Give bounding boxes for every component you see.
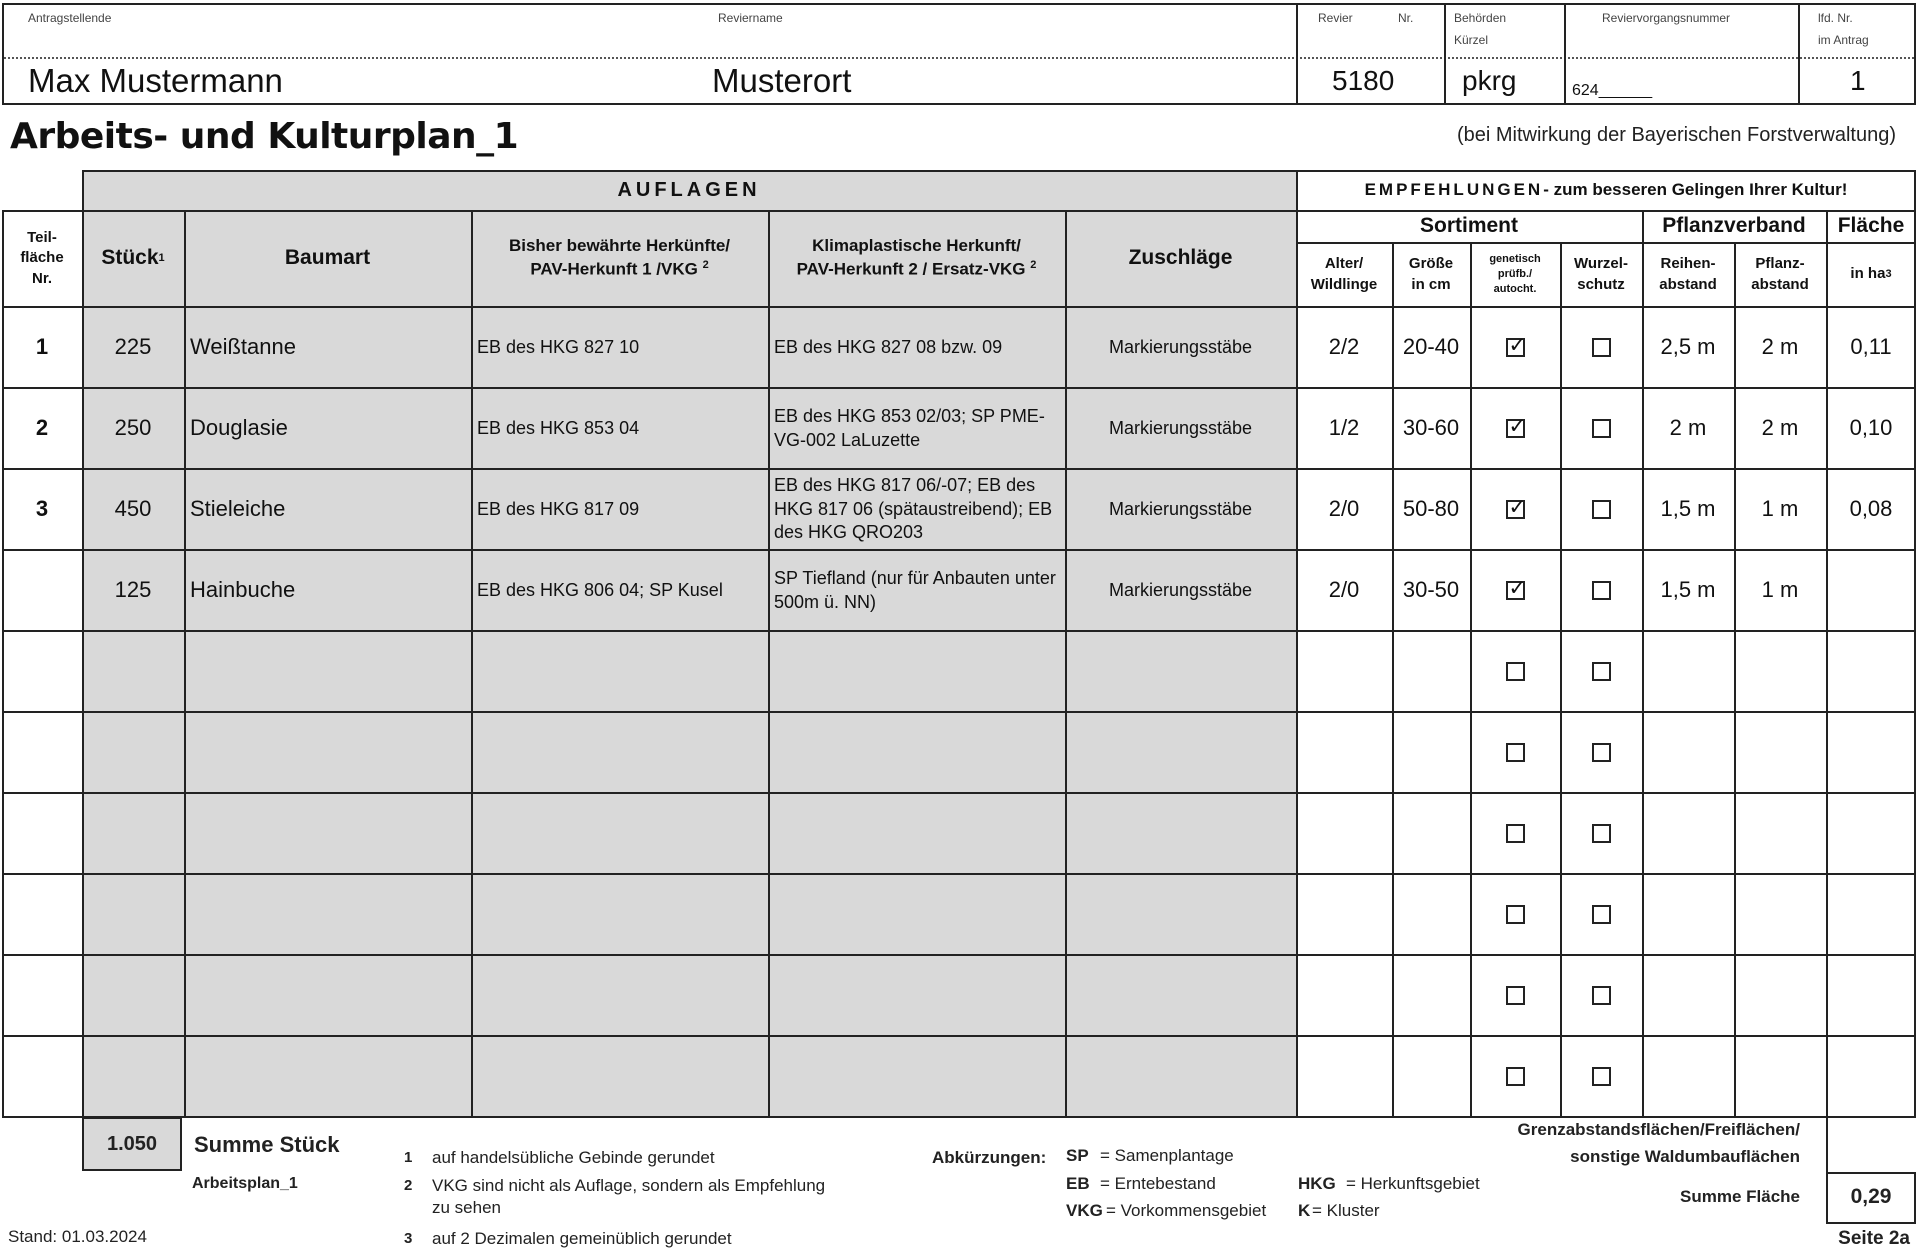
abk-hkg-key: HKG — [1298, 1174, 1336, 1193]
cell-zuschlaege: Markierungsstäbe — [1108, 579, 1253, 600]
cell-baumart — [184, 874, 471, 955]
abk-eb-key: EB — [1066, 1174, 1090, 1193]
groesse-label-1: Größe — [1408, 255, 1454, 273]
cell-baumart: Hainbuche — [190, 577, 296, 603]
cell-flaeche: 0,11 — [1850, 334, 1892, 360]
cell-groesse — [1392, 712, 1470, 793]
cell-gen — [1470, 712, 1560, 793]
pflanz-label-2: abstand — [1751, 275, 1809, 293]
cell-stueck — [82, 955, 184, 1036]
cell-groesse: 20-40 — [1402, 334, 1460, 360]
nr-label: Nr. — [1398, 11, 1414, 25]
cell-zuschlaege: Markierungsstäbe — [1108, 336, 1253, 357]
cell-gen — [1470, 388, 1560, 469]
cell-bisher: EB des HKG 853 04 — [477, 417, 640, 438]
cell-baumart: Douglasie — [190, 415, 288, 441]
cell-reihen — [1642, 1036, 1734, 1117]
cell-gen — [1470, 550, 1560, 631]
summe-stueck-value: 1.050 — [106, 1133, 158, 1155]
fn2-text-a: VKG sind nicht als Auflage, sondern als Empfehlung — [432, 1176, 826, 1195]
cell-klima: EB des HKG 817 06/-07; EB des HKG 817 06 (spätaustreibend); EB des HKG QRO203 — [774, 475, 1053, 543]
cell-wurzel — [1560, 955, 1642, 1036]
klima-sup: 2 — [1030, 259, 1037, 272]
cell-baumart: Stieleiche — [190, 496, 286, 522]
col-header-teilflaeche — [2, 210, 82, 307]
cell-baumart — [184, 712, 471, 793]
cell-bisher — [471, 955, 768, 1036]
summe-stueck-label: Summe Stück — [194, 1132, 340, 1157]
cell-wurzel — [1560, 1036, 1642, 1117]
abk-vkg-text: = Vorkommensgebiet — [1106, 1201, 1267, 1220]
cell-stueck: 450 — [114, 496, 152, 522]
cell-stueck — [82, 874, 184, 955]
cell-stueck — [82, 793, 184, 874]
cell-reihen: 1,5 m — [1660, 496, 1716, 522]
summe-flaeche-label: Summe Fläche — [1680, 1187, 1800, 1206]
grid-line-top — [82, 170, 1916, 172]
cell-wurzel — [1560, 307, 1642, 388]
cell-baumart — [184, 793, 471, 874]
cell-reihen: 2 m — [1669, 415, 1707, 441]
abk-k-text: = Kluster — [1312, 1201, 1380, 1220]
applicant-header — [2, 3, 1916, 105]
abk-eb-text: = Erntebestand — [1100, 1174, 1216, 1193]
cell-flaeche — [1826, 550, 1916, 631]
cell-reihen: 1,5 m — [1660, 577, 1716, 603]
wurzelschutz-checkbox[interactable] — [1592, 1067, 1611, 1086]
cell-alter: 2/0 — [1328, 496, 1360, 522]
cell-groesse — [1392, 955, 1470, 1036]
cell-bisher — [471, 712, 768, 793]
col-header-pflanzabstand — [1734, 242, 1826, 307]
cell-pflanz — [1734, 955, 1826, 1036]
cell-alter: 2/0 — [1328, 577, 1360, 603]
bisher-label-2 — [530, 258, 708, 282]
cell-groesse: 30-60 — [1402, 415, 1460, 441]
grid-line-h — [2, 873, 1916, 875]
cell-bisher: EB des HKG 806 04; SP Kusel — [477, 579, 723, 600]
cell-flaeche — [1826, 793, 1916, 874]
cell-zuschlaege — [1065, 1036, 1296, 1117]
reihen-label-2: abstand — [1659, 275, 1717, 293]
cell-stueck — [82, 712, 184, 793]
revier-nr-value: 5180 — [1332, 65, 1395, 96]
cell-alter — [1296, 955, 1392, 1036]
cell-flaeche — [1826, 874, 1916, 955]
col-header-groesse — [1392, 242, 1470, 307]
cell-wurzel — [1560, 874, 1642, 955]
grid-line-v — [2, 210, 4, 1117]
col-header-zuschlaege: Zuschläge — [1128, 246, 1233, 270]
abk-sp-key: SP — [1066, 1146, 1089, 1165]
grid-line-h — [2, 711, 1916, 713]
reviername-value: Musterort — [712, 62, 852, 99]
cell-flaeche — [1826, 1036, 1916, 1117]
alter-label-1: Alter/ — [1324, 255, 1364, 273]
genetisch-checkbox[interactable] — [1506, 419, 1525, 438]
wurzelschutz-checkbox[interactable] — [1592, 824, 1611, 843]
revier-nr-cell — [1296, 5, 1446, 103]
cell-reihen: 2,5 m — [1660, 334, 1716, 360]
gen-label-2: prüfb./ — [1497, 268, 1533, 281]
cell-wurzel — [1560, 793, 1642, 874]
lfd-cell — [1798, 5, 1916, 103]
fn2-number: 2 — [404, 1177, 413, 1194]
fn3-number: 3 — [404, 1230, 413, 1247]
klima-label-2-text: PAV-Herkunft 2 / Ersatz-VKG — [796, 259, 1026, 279]
cell-alter — [1296, 712, 1392, 793]
klima-label-1: Klimaplastische Herkunft/ — [812, 236, 1021, 256]
bisher-label-1: Bisher bewährte Herkünfte/ — [508, 236, 731, 256]
gen-label-1: genetisch — [1489, 253, 1541, 266]
cell-gen — [1470, 955, 1560, 1036]
reviername-label: Reviername — [718, 11, 783, 25]
vorgang-value: 624______ — [1572, 82, 1653, 99]
vorgang-label: Reviervorgangsnummer — [1602, 11, 1731, 25]
wurzel-label-1: Wurzel- — [1574, 255, 1628, 273]
cell-wurzel — [1560, 469, 1642, 550]
behoerden-cell — [1444, 5, 1566, 103]
cell-groesse — [1392, 631, 1470, 712]
col-header-bisher — [471, 210, 768, 307]
cell-reihen — [1642, 793, 1734, 874]
cell-groesse — [1392, 793, 1470, 874]
grid-line-h — [2, 792, 1916, 794]
sortiment-header: Sortiment — [1419, 213, 1518, 237]
cell-groesse — [1392, 1036, 1470, 1117]
cell-stueck: 225 — [114, 334, 152, 360]
reihen-label-1: Reihen- — [1660, 255, 1716, 273]
stueck-sup: 1 — [158, 252, 165, 265]
cell-pflanz: 1 m — [1761, 496, 1799, 522]
cell-zuschlaege — [1065, 712, 1296, 793]
pflanz-label-1: Pflanz- — [1755, 255, 1805, 273]
cell-zuschlaege — [1065, 631, 1296, 712]
flaeche-header: Fläche — [1837, 213, 1905, 237]
cell-flaeche — [1826, 631, 1916, 712]
cell-pflanz — [1734, 793, 1826, 874]
behoerden-value: pkrg — [1462, 65, 1517, 96]
grid-line-h — [2, 549, 1916, 551]
empfehlungen-subtitle: - zum besseren Gelingen Ihrer Kultur! — [1543, 179, 1848, 199]
col-header-wurzelschutz — [1560, 242, 1642, 307]
cell-flaeche: 0,10 — [1849, 415, 1893, 441]
cell-flaeche — [1826, 955, 1916, 1036]
lfd-label: lfd. Nr. — [1818, 11, 1853, 25]
cell-gen — [1470, 1036, 1560, 1117]
pflanzverband-header: Pflanzverband — [1662, 213, 1806, 237]
grid-line-v — [1470, 242, 1472, 1117]
lfd-value: 1 — [1850, 65, 1866, 96]
cell-baumart — [184, 631, 471, 712]
cell-nr — [2, 550, 82, 631]
cell-nr: 1 — [35, 334, 49, 360]
genetisch-checkbox[interactable] — [1506, 581, 1525, 600]
cell-groesse: 50-80 — [1402, 496, 1460, 522]
genetisch-checkbox[interactable] — [1506, 1067, 1525, 1086]
wurzelschutz-checkbox[interactable] — [1592, 338, 1611, 357]
wurzelschutz-checkbox[interactable] — [1592, 986, 1611, 1005]
wurzel-label-2: schutz — [1577, 275, 1625, 293]
fn2-text-b: zu sehen — [432, 1198, 501, 1217]
cell-baumart — [184, 1036, 471, 1117]
revier-label: Revier — [1318, 11, 1353, 25]
vorgang-cell — [1564, 5, 1800, 103]
cell-gen — [1470, 631, 1560, 712]
grenz-line-1: Grenzabstandsflächen/Freiflächen/ — [1517, 1120, 1800, 1139]
ha-label: in ha — [1850, 265, 1886, 283]
cell-stueck — [82, 631, 184, 712]
cell-reihen — [1642, 631, 1734, 712]
cell-nr — [2, 1036, 82, 1117]
cell-nr — [2, 631, 82, 712]
grid-line-h — [2, 1116, 1916, 1118]
page-note: (bei Mitwirkung der Bayerischen Forstverwaltung) — [1456, 124, 1896, 146]
gen-label-3: autocht. — [1493, 282, 1537, 295]
cell-wurzel — [1560, 388, 1642, 469]
genetisch-checkbox[interactable] — [1506, 662, 1525, 681]
cell-stueck: 125 — [114, 577, 152, 603]
groesse-label-2: in cm — [1411, 275, 1451, 293]
col-header-ha — [1826, 242, 1916, 307]
cell-pflanz — [1734, 631, 1826, 712]
cell-klima: EB des HKG 827 08 bzw. 09 — [774, 336, 1003, 357]
grid-line-h — [2, 387, 1916, 389]
genetisch-checkbox[interactable] — [1506, 905, 1525, 924]
cell-klima: EB des HKG 853 02/03; SP PME-VG-002 LaLuzette — [774, 406, 1045, 450]
wurzelschutz-checkbox[interactable] — [1592, 581, 1611, 600]
cell-nr — [2, 793, 82, 874]
col-header-klima — [768, 210, 1065, 307]
cell-gen — [1470, 874, 1560, 955]
grid-line-h — [2, 954, 1916, 956]
cell-groesse: 30-50 — [1402, 577, 1460, 603]
grenz-line-2: sonstige Waldumbauflächen — [1570, 1147, 1800, 1166]
cell-bisher: EB des HKG 817 09 — [477, 498, 640, 519]
cell-bisher — [471, 1036, 768, 1117]
summe-flaeche-value: 0,29 — [1850, 1185, 1892, 1208]
grid-line-v — [184, 210, 186, 1117]
im-antrag-label: im Antrag — [1818, 33, 1869, 47]
abk-hkg-text: = Herkunftsgebiet — [1346, 1174, 1480, 1193]
cell-stueck — [82, 1036, 184, 1117]
teil-label-2: fläche — [20, 249, 64, 267]
grid-line-v — [768, 210, 770, 1117]
abk-label: Abkürzungen: — [932, 1148, 1047, 1167]
cell-klima — [768, 955, 1065, 1036]
col-header-stueck — [82, 210, 184, 307]
cell-klima: SP Tiefland (nur für Anbauten unter 500m ü. NN) — [774, 568, 1056, 612]
grid-line-v — [1296, 170, 1298, 1117]
cell-klima — [768, 712, 1065, 793]
grid-line-v — [1560, 242, 1562, 1117]
fn1-text: auf handelsübliche Gebinde gerundet — [432, 1148, 715, 1167]
grid-line-v — [82, 170, 84, 1117]
cell-gen — [1470, 307, 1560, 388]
cell-wurzel — [1560, 712, 1642, 793]
empfehlungen-header — [1296, 170, 1916, 210]
wurzelschutz-checkbox[interactable] — [1592, 662, 1611, 681]
kulturplan-table — [2, 170, 1916, 1117]
col-header-reihenabstand — [1642, 242, 1734, 307]
grid-line-v — [1642, 210, 1644, 1117]
grid-line-v — [1734, 242, 1736, 1117]
col-header-alter — [1296, 242, 1392, 307]
cell-nr: 2 — [35, 415, 49, 441]
fn3-text: auf 2 Dezimalen gemeinüblich gerundet — [432, 1229, 732, 1248]
cell-baumart — [184, 955, 471, 1036]
genetisch-checkbox[interactable] — [1506, 986, 1525, 1005]
cell-pflanz — [1734, 874, 1826, 955]
genetisch-checkbox[interactable] — [1506, 743, 1525, 762]
teil-label-1: Teil- — [27, 229, 57, 247]
cell-alter: 1/2 — [1328, 415, 1360, 441]
applicant-label: Antragstellende — [28, 11, 112, 25]
cell-pflanz: 2 m — [1761, 415, 1799, 441]
auflagen-header: AUFLAGEN — [617, 178, 761, 201]
genetisch-checkbox[interactable] — [1506, 824, 1525, 843]
fn1-number: 1 — [404, 1149, 413, 1166]
applicant-name: Max Mustermann — [28, 62, 283, 99]
abk-k-key: K — [1298, 1201, 1311, 1220]
cell-zuschlaege — [1065, 874, 1296, 955]
cell-bisher — [471, 793, 768, 874]
page-number: Seite 2a — [1838, 1228, 1910, 1249]
cell-nr: 3 — [35, 496, 49, 522]
cell-nr — [2, 874, 82, 955]
cell-klima — [768, 874, 1065, 955]
grid-line-v — [1065, 210, 1067, 1117]
cell-alter: 2/2 — [1328, 334, 1360, 360]
grid-line-h — [2, 306, 1916, 308]
cell-alter — [1296, 874, 1392, 955]
grid-line-v — [471, 210, 473, 1117]
cell-gen — [1470, 793, 1560, 874]
cell-klima — [768, 1036, 1065, 1117]
cell-pflanz — [1734, 712, 1826, 793]
grid-line-h — [1296, 242, 1916, 244]
stand-date: Stand: 01.03.2024 — [8, 1227, 147, 1246]
cell-wurzel — [1560, 631, 1642, 712]
cell-stueck: 250 — [114, 415, 152, 441]
empfehlungen-title: EMPFEHLUNGEN — [1364, 179, 1544, 199]
cell-bisher — [471, 631, 768, 712]
grenz-divider — [1826, 1117, 1828, 1177]
cell-nr — [2, 712, 82, 793]
kuerzel-label: Kürzel — [1454, 33, 1489, 47]
genetisch-checkbox[interactable] — [1506, 338, 1525, 357]
page-title: Arbeits- und Kulturplan_1 — [10, 116, 519, 157]
cell-zuschlaege — [1065, 955, 1296, 1036]
grid-line-h — [2, 630, 1916, 632]
bisher-label-2-text: PAV-Herkunft 1 /VKG — [530, 259, 698, 279]
cell-zuschlaege — [1065, 793, 1296, 874]
wurzelschutz-checkbox[interactable] — [1592, 905, 1611, 924]
cell-reihen — [1642, 874, 1734, 955]
grid-line-v — [1826, 210, 1828, 1117]
cell-zuschlaege: Markierungsstäbe — [1108, 417, 1253, 438]
cell-alter — [1296, 631, 1392, 712]
genetisch-checkbox[interactable] — [1506, 500, 1525, 519]
arbeitsplan-label: Arbeitsplan_1 — [192, 1175, 298, 1192]
teil-label-3: Nr. — [31, 269, 52, 287]
bisher-sup: 2 — [702, 259, 709, 272]
cell-groesse — [1392, 874, 1470, 955]
cell-klima — [768, 631, 1065, 712]
cell-alter — [1296, 793, 1392, 874]
cell-klima — [768, 793, 1065, 874]
wurzelschutz-checkbox[interactable] — [1592, 419, 1611, 438]
cell-bisher: EB des HKG 827 10 — [477, 336, 640, 357]
col-header-genetisch — [1470, 242, 1560, 307]
cell-wurzel — [1560, 550, 1642, 631]
grid-line-v — [1914, 170, 1916, 1117]
grid-line-v — [1392, 242, 1394, 1117]
cell-pflanz — [1734, 1036, 1826, 1117]
cell-reihen — [1642, 955, 1734, 1036]
grid-line-h — [2, 210, 1916, 212]
wurzelschutz-checkbox[interactable] — [1592, 500, 1611, 519]
abk-sp-text: = Samenplantage — [1100, 1146, 1234, 1165]
grid-line-h — [2, 1035, 1916, 1037]
alter-label-2: Wildlinge — [1310, 275, 1378, 293]
cell-gen — [1470, 469, 1560, 550]
klima-label-2 — [797, 258, 1037, 282]
cell-baumart: Weißtanne — [190, 334, 296, 360]
cell-pflanz: 2 m — [1761, 334, 1799, 360]
wurzelschutz-checkbox[interactable] — [1592, 743, 1611, 762]
cell-zuschlaege: Markierungsstäbe — [1108, 498, 1253, 519]
cell-bisher — [471, 874, 768, 955]
cell-pflanz: 1 m — [1761, 577, 1799, 603]
cell-reihen — [1642, 712, 1734, 793]
abk-vkg-key: VKG — [1066, 1201, 1103, 1220]
grid-line-h — [2, 468, 1916, 470]
cell-flaeche: 0,08 — [1849, 496, 1893, 522]
behoerden-label: Behörden — [1454, 11, 1507, 25]
cell-flaeche — [1826, 712, 1916, 793]
stueck-label: Stück — [101, 246, 159, 270]
col-header-baumart: Baumart — [284, 246, 371, 270]
cell-nr — [2, 955, 82, 1036]
ha-sup: 3 — [1885, 268, 1892, 281]
cell-alter — [1296, 1036, 1392, 1117]
